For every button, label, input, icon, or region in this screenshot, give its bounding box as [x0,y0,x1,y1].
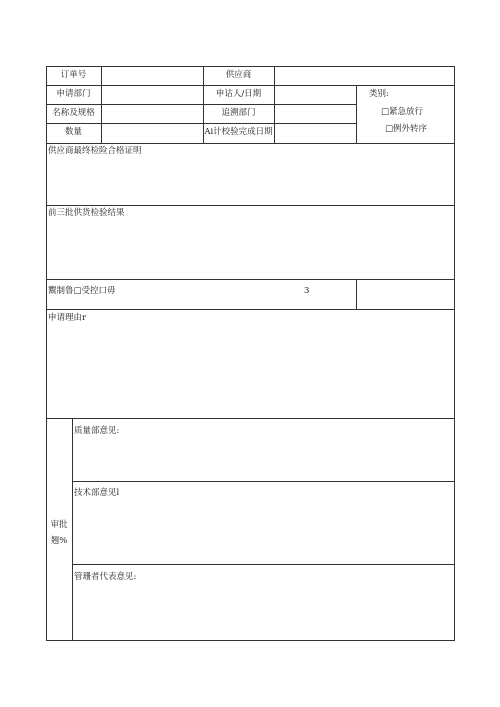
mgmt-rep-opinion-field[interactable] [73,586,454,640]
inspect-done-date-label: Ai计校验完成日期 [204,127,273,137]
reason-field[interactable] [47,325,454,417]
col-divider [356,279,357,309]
name-spec-field[interactable] [102,105,202,122]
row-divider [46,418,455,419]
tech-opinion-label: 技术部意见l [74,488,120,498]
approval-side-label: 审批 [50,520,68,530]
row-divider [72,481,455,482]
order-no-label: 订单号 [60,70,87,80]
row-divider [46,279,455,280]
supplier-cert-label: 供应商最终检险合格证明 [48,146,142,156]
applicant-date-field[interactable] [275,86,355,103]
quality-opinion-label: 质量部意见: [74,426,120,436]
row-divider [72,564,455,565]
applicant-date-label: 申诂人/日期 [215,89,262,99]
request-dept-label: 申请部门 [56,89,91,99]
tech-opinion-field[interactable] [73,502,454,563]
prev-batches-label: 前三批供货检验结果 [48,208,125,218]
trace-dept-field[interactable] [275,105,355,122]
approval-side-label-2: 翘% [50,536,68,546]
quality-opinion-field[interactable] [73,440,454,480]
exception-transfer-option[interactable]: □例外转序 [385,124,428,134]
col-divider [356,85,357,143]
control-status-label: 鬻制鲁□受控口毋 [48,286,116,296]
name-spec-label: 名称及规格 [52,108,95,118]
mgmt-rep-opinion-label: 管珊者代表意见: [74,572,137,582]
row-divider [46,143,455,144]
request-dept-field[interactable] [102,86,202,103]
order-no-field[interactable] [102,67,202,84]
quantity-label: 数量 [64,127,82,137]
urgent-release-option[interactable]: □紧急放行 [381,107,424,117]
inspect-done-date-field[interactable] [275,124,355,142]
category-label: 类别: [369,89,389,99]
reason-label: 申请理由r [48,313,87,323]
control-status-value: 3 [304,286,310,296]
supplier-label: 供应商 [225,70,252,80]
trace-dept-label: 追溯部门 [221,108,256,118]
supplier-cert-field[interactable] [47,158,454,204]
quantity-field[interactable] [102,124,202,142]
prev-batches-field[interactable] [47,220,454,278]
supplier-field[interactable] [275,67,454,84]
row-divider [46,309,455,310]
row-divider [46,205,455,206]
